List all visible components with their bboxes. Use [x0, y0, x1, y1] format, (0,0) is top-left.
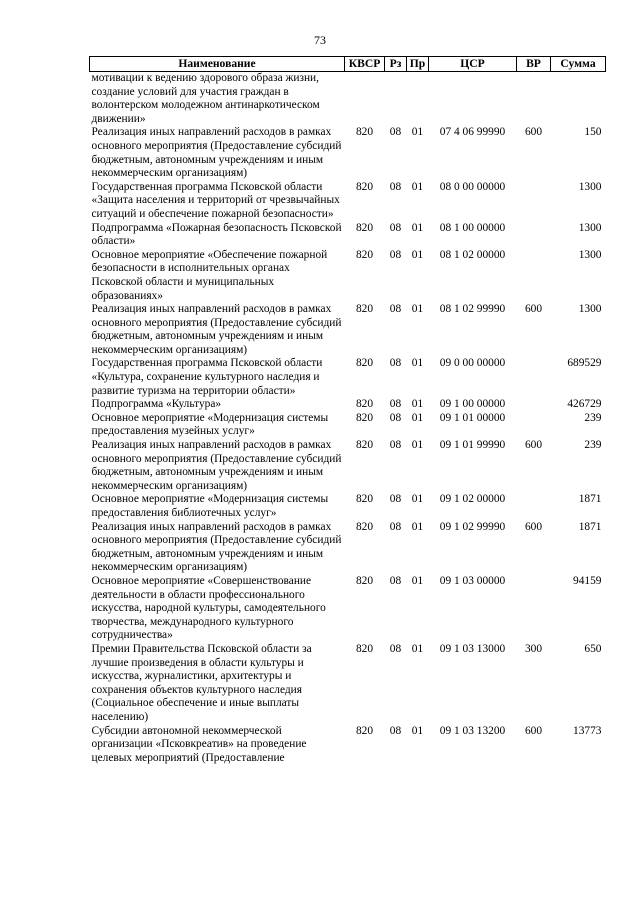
row-kvsr: 820	[355, 574, 374, 587]
row-name: Подпрограмма «Культура»	[91, 398, 222, 411]
row-csr: 08 1 02 99990	[439, 303, 506, 316]
row-name: Субсидии автономной некоммерческой организации «Псковкреатив» на проведение целевых мероприятий (Предоставление	[91, 724, 307, 764]
row-kvsr: 820	[355, 221, 374, 234]
row-name: Премии Правительства Псковской области за лучшие произведения в области культуры и искусства, журналистики, архитектуры и сохранения объектов культурного наследия (Социальное обеспечение и иные выплаты населению)	[91, 642, 312, 723]
row-name: Основное мероприятие «Модернизация системы предоставления музейных услуг»	[91, 411, 329, 438]
row-csr: 09 1 03 13200	[439, 724, 506, 737]
row-csr: 09 1 01 99990	[439, 439, 506, 452]
row-kvsr: 820	[355, 493, 374, 506]
row-pr: 01	[411, 303, 424, 316]
row-sum: 1871	[578, 520, 602, 533]
budget-table	[89, 56, 606, 765]
header-pr: Пр	[407, 57, 429, 72]
row-vr	[517, 222, 551, 249]
row-name: Подпрограмма «Пожарная безопасность Псковской области»	[91, 221, 342, 248]
table-row	[90, 575, 606, 643]
row-csr: 09 1 03 13000	[439, 642, 506, 655]
table-row	[90, 222, 606, 249]
table-row	[90, 303, 606, 357]
row-vr	[517, 493, 551, 520]
row-csr: 07 4 06 99990	[439, 126, 506, 139]
row-vr: 600	[524, 303, 543, 316]
row-name: Реализация иных направлений расходов в рамках основного мероприятия (Предоставление субсидий бюджетным, автономным учреждениям и иным некоммерческим организациям)	[91, 303, 342, 356]
row-csr: 09 1 02 00000	[439, 493, 506, 506]
row-kvsr: 820	[355, 248, 374, 261]
row-pr: 01	[411, 642, 424, 655]
row-pr	[407, 72, 429, 127]
row-rz: 08	[389, 126, 402, 139]
row-kvsr: 820	[355, 520, 374, 533]
row-pr: 01	[411, 357, 424, 370]
row-name: Государственная программа Псковской области «Культура, сохранение культурного наследия и развитие туризма на территории области»	[91, 357, 323, 397]
row-vr	[517, 181, 551, 222]
row-rz: 08	[389, 221, 402, 234]
row-kvsr: 820	[355, 126, 374, 139]
row-rz: 08	[389, 493, 402, 506]
row-vr: 600	[524, 126, 543, 139]
row-rz: 08	[389, 357, 402, 370]
row-name: Реализация иных направлений расходов в рамках основного мероприятия (Предоставление субсидий бюджетным, автономным учреждениям и иным некоммерческим организациям)	[91, 439, 342, 492]
table-row	[90, 725, 606, 766]
row-sum: 94159	[573, 574, 602, 587]
header-kvsr: КВСР	[345, 57, 385, 72]
row-sum: 239	[584, 411, 602, 424]
row-kvsr: 820	[355, 398, 374, 411]
row-csr: 09 1 03 00000	[439, 574, 506, 587]
row-sum: 150	[584, 126, 602, 139]
row-rz: 08	[389, 411, 402, 424]
row-name: мотивации к ведению здорового образа жизни, создание условий для участия граждан в волонтерском молодежном антинаркотическом движении»	[91, 72, 320, 125]
row-sum: 689529	[567, 357, 602, 370]
row-csr: 09 1 00 00000	[439, 398, 506, 411]
row-vr	[517, 249, 551, 303]
row-pr: 01	[411, 493, 424, 506]
row-rz: 08	[389, 248, 402, 261]
table-row	[90, 643, 606, 725]
row-csr: 09 1 01 00000	[439, 411, 506, 424]
row-kvsr: 820	[355, 724, 374, 737]
row-sum: 13773	[573, 724, 602, 737]
row-vr: 600	[524, 724, 543, 737]
row-name: Реализация иных направлений расходов в рамках основного мероприятия (Предоставление субсидий бюджетным, автономным учреждениям и иным некоммерческим организациям)	[91, 520, 342, 574]
table-row	[90, 181, 606, 222]
table-row	[90, 126, 606, 180]
row-vr	[517, 575, 551, 643]
row-pr: 01	[411, 248, 424, 261]
row-kvsr: 820	[355, 411, 374, 424]
row-rz: 08	[389, 439, 402, 452]
row-vr	[517, 72, 551, 127]
table-row	[90, 249, 606, 303]
header-vr: ВР	[517, 57, 551, 72]
row-csr	[429, 72, 517, 127]
row-kvsr: 820	[355, 357, 374, 370]
row-kvsr: 820	[355, 180, 374, 193]
row-vr: 600	[524, 520, 543, 533]
row-rz: 08	[389, 724, 402, 737]
header-sum: Сумма	[551, 57, 606, 72]
row-sum: 1871	[578, 493, 602, 506]
row-pr: 01	[411, 411, 424, 424]
table-row	[90, 398, 606, 412]
row-name: Государственная программа Псковской области «Защита населения и территорий от чрезвычайных ситуаций и обеспечение пожарной безопасности»	[91, 180, 340, 220]
row-vr: 300	[524, 642, 543, 655]
row-pr: 01	[411, 398, 424, 411]
row-rz: 08	[389, 574, 402, 587]
table-row	[90, 439, 606, 493]
row-sum: 1300	[578, 221, 602, 234]
row-name: Основное мероприятие «Модернизация системы предоставления библиотечных услуг»	[91, 493, 329, 519]
row-kvsr: 820	[355, 303, 374, 316]
row-pr: 01	[411, 221, 424, 234]
page-number: 73	[314, 33, 326, 47]
row-sum: 650	[584, 642, 602, 655]
row-kvsr: 820	[355, 642, 374, 655]
row-rz: 08	[389, 520, 402, 533]
table-header-row	[90, 57, 606, 72]
row-name: Основное мероприятие «Совершенствование деятельности в области профессионального искусства, народной культуры, самодеятельного творчества, международного культурного сотрудничества»	[91, 574, 326, 642]
row-pr: 01	[411, 439, 424, 452]
row-pr: 01	[411, 180, 424, 193]
row-vr	[517, 412, 551, 439]
table-row	[90, 412, 606, 439]
row-vr	[517, 398, 551, 412]
row-csr: 09 1 02 99990	[439, 520, 506, 533]
table-row	[90, 72, 606, 127]
row-sum: 1300	[578, 180, 602, 193]
row-rz: 08	[389, 642, 402, 655]
row-sum: 239	[584, 439, 602, 452]
row-name: Реализация иных направлений расходов в рамках основного мероприятия (Предоставление субсидий бюджетным, автономным учреждениям и иным некоммерческим организациям)	[91, 126, 342, 180]
row-rz: 08	[389, 303, 402, 316]
row-pr: 01	[411, 520, 424, 533]
row-rz: 08	[389, 398, 402, 411]
header-name: Наименование	[90, 57, 345, 72]
row-csr: 08 1 00 00000	[439, 221, 506, 234]
row-kvsr	[345, 72, 385, 127]
header-rz: Рз	[385, 57, 407, 72]
row-sum: 1300	[578, 303, 602, 316]
header-csr: ЦСР	[429, 57, 517, 72]
row-pr: 01	[411, 724, 424, 737]
table-row	[90, 357, 606, 398]
row-sum: 1300	[578, 248, 602, 261]
row-rz: 08	[389, 180, 402, 193]
table-row	[90, 521, 606, 575]
row-rz	[385, 72, 407, 127]
row-name: Основное мероприятие «Обеспечение пожарной безопасности в исполнительных органах Псковской области и муниципальных образованиях»	[91, 248, 328, 302]
row-vr	[517, 357, 551, 398]
row-kvsr: 820	[355, 439, 374, 452]
row-sum: 426729	[567, 398, 602, 411]
row-vr: 600	[524, 439, 543, 452]
table-row	[90, 493, 606, 520]
row-csr: 08 0 00 00000	[439, 180, 506, 193]
row-sum	[551, 72, 606, 127]
row-pr: 01	[411, 126, 424, 139]
row-csr: 08 1 02 00000	[439, 248, 506, 261]
row-pr: 01	[411, 574, 424, 587]
row-csr: 09 0 00 00000	[439, 357, 506, 370]
